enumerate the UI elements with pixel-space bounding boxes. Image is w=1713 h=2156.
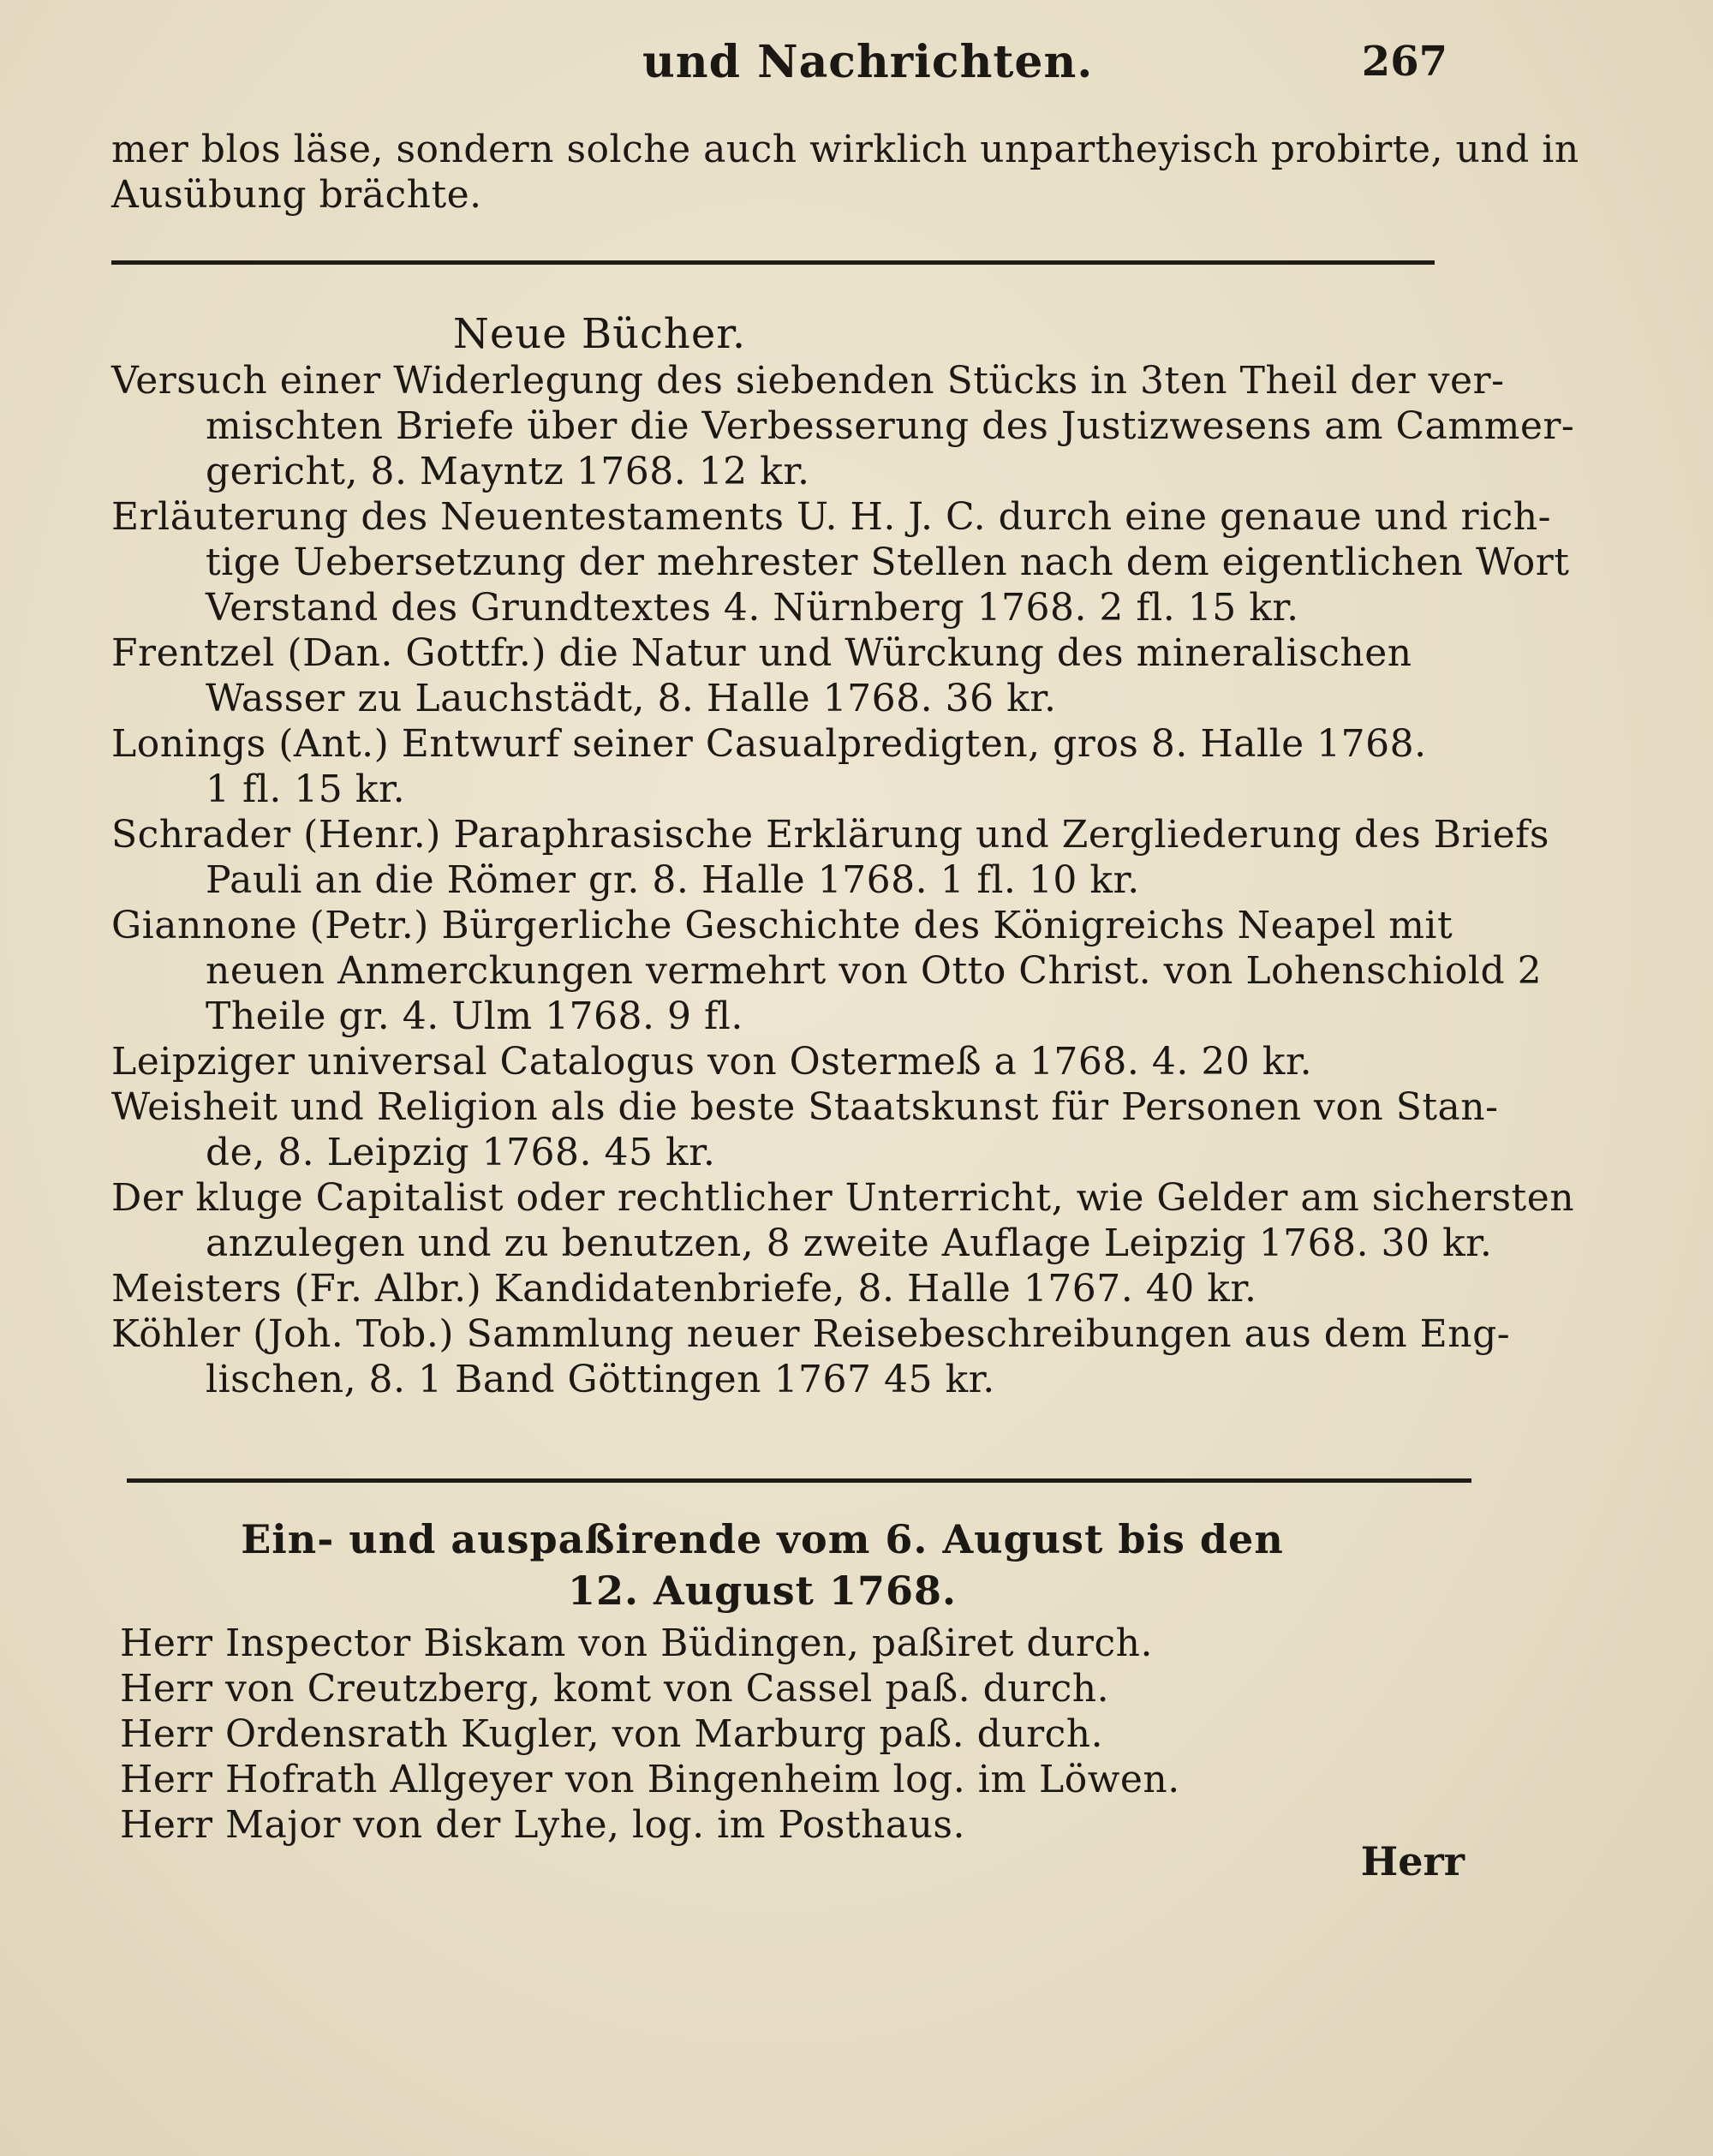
intro-paragraph [111, 127, 1579, 218]
book-entry-line: mischten Briefe über die Verbesserung des Justizwesens am Cammer- [206, 404, 1575, 448]
intro-line: mer blos läse, sondern solche auch wirklich unpartheyisch probirte, und in [111, 128, 1579, 171]
book-entry-line: Schrader (Henr.) Paraphrasische Erklärung und Zergliederung des Briefs [111, 813, 1549, 857]
book-entry-line: Versuch einer Widerlegung des siebenden Stücks in 3ten Theil der ver- [111, 359, 1505, 403]
traveler-entry: Herr Major von der Lyhe, log. im Posthaus. [120, 1803, 965, 1847]
book-entry-line: Meisters (Fr. Albr.) Kandidatenbriefe, 8. Halle 1767. 40 kr. [111, 1267, 1257, 1311]
book-entry-line: Erläuterung des Neuentestaments U. H. J. C. durch eine genaue und rich- [111, 495, 1551, 539]
section-divider [127, 1478, 1471, 1483]
traveler-list [120, 1621, 1473, 1848]
book-list [111, 358, 1575, 1402]
book-entry [111, 812, 1549, 903]
book-entry-line: 1 fl. 15 kr. [206, 767, 406, 811]
book-entry-line: Giannone (Petr.) Bürgerliche Geschichte des Königreichs Neapel mit [111, 904, 1453, 947]
book-entry [111, 358, 1575, 494]
book-entry-line: lischen, 8. 1 Band Göttingen 1767 45 kr. [206, 1358, 995, 1401]
section-divider [111, 260, 1435, 265]
book-entry-line: de, 8. Leipzig 1768. 45 kr. [206, 1131, 716, 1174]
catchword: Herr [1360, 1838, 1465, 1884]
book-entry-line: Köhler (Joh. Tob.) Sammlung neuer Reisebeschreibungen aus dem Eng- [111, 1312, 1511, 1356]
book-entry-line: Theile gr. 4. Ulm 1768. 9 fl. [206, 994, 743, 1038]
book-entry-line: Der kluge Capitalist oder rechtlicher Unterricht, wie Gelder am sichersten [111, 1176, 1575, 1220]
book-entry [111, 1266, 1465, 1311]
book-entry-line: anzulegen und zu benutzen, 8 zweite Auflage Leipzig 1768. 30 kr. [206, 1221, 1493, 1265]
traveler-entry: Herr Hofrath Allgeyer von Bingenheim log. im Löwen. [120, 1758, 1180, 1801]
book-entry [111, 903, 1543, 1039]
traveler-entry: Herr von Creutzberg, komt von Cassel paß. durch. [120, 1667, 1110, 1711]
book-entry [111, 1175, 1575, 1266]
book-entry [111, 1039, 1465, 1084]
book-entry [111, 630, 1465, 721]
book-entry-line: Leipziger universal Catalogus von Ostermeß a 1768. 4. 20 kr. [111, 1040, 1313, 1084]
section-heading-travelers: Ein- und auspaßirende vom 6. August bis den [241, 1516, 1284, 1562]
page-number: 267 [1361, 38, 1447, 86]
book-entry-line: Frentzel (Dan. Gottfr.) die Natur und Würckung des mineralischen [111, 631, 1412, 675]
book-entry [111, 1084, 1499, 1175]
book-entry-line: Wasser zu Lauchstädt, 8. Halle 1768. 36 kr. [206, 677, 1057, 720]
book-entry-line: gericht, 8. Mayntz 1768. 12 kr. [206, 450, 810, 493]
book-entry-line: Lonings (Ant.) Entwurf seiner Casualpredigten, gros 8. Halle 1768. [111, 722, 1427, 766]
book-entry-line: Verstand des Grundtextes 4. Nürnberg 1768. 2 fl. 15 kr. [206, 586, 1299, 630]
intro-line: Ausübung brächte. [111, 173, 482, 217]
traveler-entry: Herr Inspector Biskam von Büdingen, paßiret durch. [120, 1621, 1153, 1665]
book-entry [111, 494, 1570, 630]
book-entry-line: Pauli an die Römer gr. 8. Halle 1768. 1 fl. 10 kr. [206, 858, 1140, 902]
book-entry-line: neuen Anmerckungen vermehrt von Otto Christ. von Lohenschiold 2 [206, 949, 1543, 993]
book-entry-line: Weisheit und Religion als die beste Staatskunst für Personen von Stan- [111, 1085, 1499, 1129]
book-entry [111, 721, 1465, 812]
book-entry [111, 1311, 1511, 1402]
section-heading-books: Neue Bücher. [452, 310, 747, 358]
page-header [111, 36, 1447, 96]
book-entry-line: tige Uebersetzung der mehrester Stellen nach dem eigentlichen Wort [206, 540, 1570, 584]
section-heading-travelers-date: 12. August 1768. [568, 1568, 957, 1614]
traveler-entry: Herr Ordensrath Kugler, von Marburg paß. durch. [120, 1712, 1104, 1756]
running-title: und Nachrichten. [642, 36, 1094, 88]
